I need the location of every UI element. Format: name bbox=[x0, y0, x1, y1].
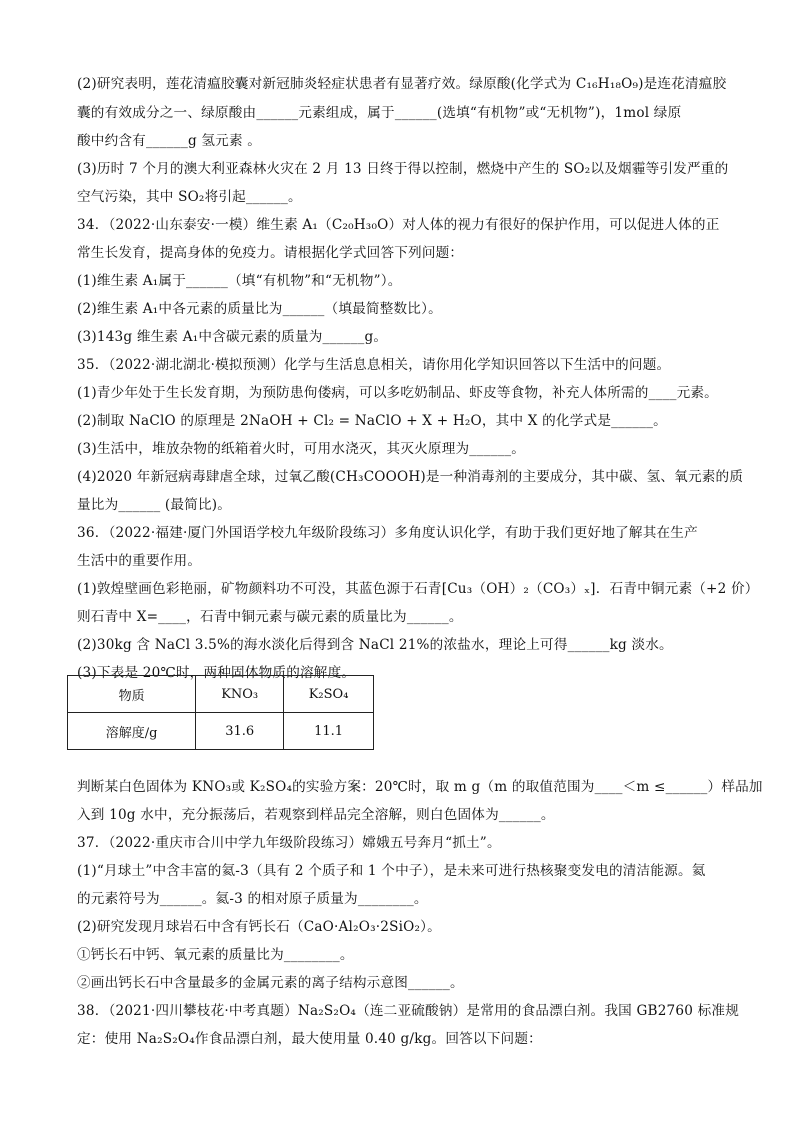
question-36-header: 36．（2022·福建·厦门外国语学校九年级阶段练习）多角度认识化学，有助于我们更好地了解其在生产 bbox=[77, 525, 698, 541]
table-cell: 11.1 bbox=[284, 713, 374, 750]
text-line: (1)“月球土”中含丰富的氦-3（具有 2 个质子和 1 个中子），是未来可进行热核聚变发电的清洁能源。氦 bbox=[77, 863, 706, 879]
table-header-cell: K₂SO₄ bbox=[284, 676, 374, 713]
text-line: 生活中的重要作用。 bbox=[77, 553, 202, 569]
text-line: ②画出钙长石中含量最多的金属元素的离子结构示意图______。 bbox=[77, 975, 464, 991]
text-line: (1)青少年处于生长发育期，为预防患佝偻病，可以多吃奶制品、虾皮等食物，补充人体所需的____元素。 bbox=[77, 385, 718, 401]
text-line: 空气污染，其中 SO₂将引起______。 bbox=[77, 189, 302, 205]
text-line: 囊的有效成分之一、绿原酸由______元素组成，属于______(选填“有机物”或“无机物”)，1mol 绿原 bbox=[77, 105, 682, 121]
table-cell: 溶解度/g bbox=[68, 713, 196, 750]
text-line: (2)制取 NaClO 的原理是 2NaOH + Cl₂ = NaClO + X + H₂O，其中 X 的化学式是______。 bbox=[77, 413, 667, 429]
text-line: 酸中约含有______g 氢元素 。 bbox=[77, 133, 262, 149]
text-line: 则石青中 X=____，石青中铜元素与碳元素的质量比为______。 bbox=[77, 609, 463, 625]
solubility-table bbox=[67, 675, 374, 750]
text-line: ①钙长石中钙、氧元素的质量比为________。 bbox=[77, 947, 354, 963]
text-line: 定：使用 Na₂S₂O₄作食品漂白剂，最大使用量 0.40 g/kg。回答以下问题： bbox=[77, 1031, 542, 1047]
text-line: (1)维生素 A₁属于______（填“有机物”和“无机物”）。 bbox=[77, 273, 402, 289]
text-line: (3)下表是 20℃时，两种固体物质的溶解度。 bbox=[77, 665, 356, 681]
text-line: (3)143g 维生素 A₁中含碳元素的质量为______g。 bbox=[77, 329, 388, 345]
text-line: (3)历时 7 个月的澳大利亚森林火灾在 2 月 13 日终于得以控制，燃烧中产生的 SO₂以及烟霾等引发严重的 bbox=[77, 161, 729, 177]
text-line: 的元素符号为______。氦-3 的相对原子质量为________。 bbox=[77, 891, 428, 907]
text-line: (2)维生素 A₁中各元素的质量比为______（填最简整数比）。 bbox=[77, 301, 442, 317]
text-line: (2)研究表明，莲花清瘟胶囊对新冠肺炎轻症状患者有显著疗效。绿原酸(化学式为 C₁₆H₁₈O₉)是连花清瘟胶 bbox=[77, 76, 727, 92]
text-line: (1)敦煌壁画色彩艳丽，矿物颜料功不可没，其蓝色源于石青[Cu₃（OH）₂（CO₃）ₓ]．石青中铜元素（+2 价） bbox=[77, 581, 759, 597]
question-38-header: 38．（2021·四川攀枝花·中考真题）Na₂S₂O₄（连二亚硫酸钠）是常用的食品漂白剂。我国 GB2760 标准规 bbox=[77, 1003, 740, 1019]
table-cell: 31.6 bbox=[196, 713, 284, 750]
text-line: 量比为______ (最简比)。 bbox=[77, 497, 232, 513]
table-header-cell: 物质 bbox=[68, 676, 196, 713]
text-line: (3)生活中，堆放杂物的纸箱着火时，可用水浇灭，其灭火原理为______。 bbox=[77, 441, 526, 457]
text-line: (2)研究发现月球岩石中含有钙长石（CaO·Al₂O₃·2SiO₂）。 bbox=[77, 919, 441, 935]
text-line: (2)30kg 含 NaCl 3.5%的海水淡化后得到含 NaCl 21%的浓盐水，理论上可得______kg 淡水。 bbox=[77, 637, 673, 653]
table-row bbox=[68, 676, 374, 713]
text-line: 判断某白色固体为 KNO₃或 K₂SO₄的实验方案：20℃时，取 m g（m 的取值范围为____＜m ≤______）样品加 bbox=[77, 779, 763, 795]
question-35-header: 35．（2022·湖北湖北·模拟预测）化学与生活息息相关，请你用化学知识回答以下生活中的问题。 bbox=[77, 357, 671, 373]
text-line: 常生长发育，提高身体的免疫力。请根据化学式回答下列问题： bbox=[77, 245, 464, 261]
question-37-header: 37．（2022·重庆市合川中学九年级阶段练习）嫦娥五号奔月“抓土”。 bbox=[77, 835, 501, 851]
text-line: (4)2020 年新冠病毒肆虐全球，过氧乙酸(CH₃COOOH)是一种消毒剂的主要成分，其中碳、氢、氧元素的质 bbox=[77, 469, 744, 485]
question-34-header: 34．（2022·山东泰安·一模）维生素 A₁（C₂₀H₃₀O）对人体的视力有很好的保护作用，可以促进人体的正 bbox=[77, 217, 720, 233]
text-line: 入到 10g 水中，充分振荡后，若观察到样品完全溶解，则白色固体为______。 bbox=[77, 807, 555, 823]
table-row bbox=[68, 713, 374, 750]
table-header-cell: KNO₃ bbox=[196, 676, 284, 713]
